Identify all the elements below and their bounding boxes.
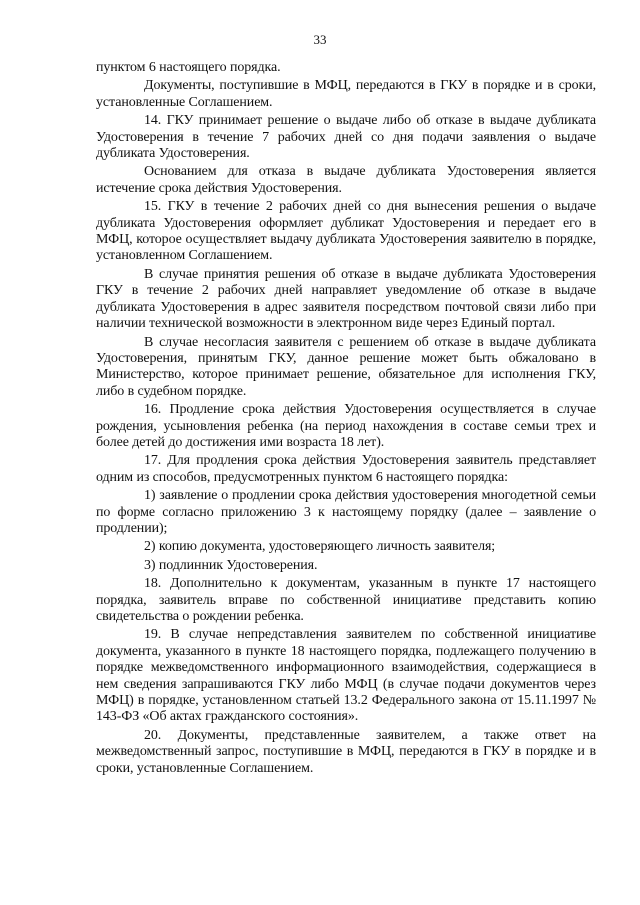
paragraph: 3) подлинник Удостоверения. — [144, 557, 318, 573]
paragraph: 18. Дополнительно к документам, указанным в пункте 17 настоящего порядка, заявитель вправе по собственной инициативе представить копию свидетельства о рождении ребенка. — [96, 576, 596, 624]
paragraph: В случае принятия решения об отказе в выдаче дубликата Удостоверения ГКУ в течение 2 рабочих дней направляет уведомление об отказе в выдаче дубликата Удостоверения в адрес заявителя посредством почтовой связи либо при наличии технической возможности в электронном виде через Единый портал. — [96, 266, 596, 332]
paragraph: 1) заявление о продлении срока действия удостоверения многодетной семьи по форме согласно приложению 3 к настоящему порядку (далее – заявление о продлении); — [96, 488, 596, 536]
paragraph: 20. Документы, представленные заявителем, а также ответ на межведомственный запрос, поступившие в МФЦ, передаются в ГКУ в порядке и в сроки, установленные Соглашением. — [96, 727, 596, 776]
paragraph: В случае несогласия заявителя с решением об отказе в выдаче дубликата Удостоверения, принятым ГКУ, данное решение может быть обжаловано в Министерство, которое принимает решение, обязательное для исполнения ГКУ, либо в судебном порядке. — [96, 334, 596, 399]
paragraph: Документы, поступившие в МФЦ, передаются в ГКУ в порядке и в сроки, установленные Соглашением. — [96, 78, 596, 110]
paragraph: 19. В случае непредставления заявителем по собственной инициативе документа, указанного в пункте 18 настоящего порядка, подлежащего получению в порядке межведомственного информационного взаимодействия, содержащиеся в нем сведения запрашиваются ГКУ либо МФЦ (в случае подачи документов через МФЦ) в порядке, установленном статьей 13.2 Федерального закона от 15.11.1997 № 143-ФЗ «Об актах гражданского состояния». — [96, 627, 596, 725]
paragraph: 17. Для продления срока действия Удостоверения заявитель представляет одним из способов, предусмотренных пунктом 6 настоящего порядка: — [96, 453, 596, 485]
document-body — [96, 60, 596, 777]
paragraph: 15. ГКУ в течение 2 рабочих дней со дня вынесения решения о выдаче дубликата Удостоверения оформляет дубликат Удостоверения и передает его в МФЦ, которое осуществляет выдачу дубликата Удостоверения заявителю в порядке, установленном Соглашением. — [96, 199, 596, 264]
paragraph: 16. Продление срока действия Удостоверения осуществляется в случае рождения, усыновления ребенка (на период нахождения в составе семьи трех и более детей до достижения ими возраста 18 лет). — [96, 402, 596, 450]
paragraph: Основанием для отказа в выдаче дубликата Удостоверения является истечение срока действия Удостоверения. — [96, 164, 596, 196]
page-number: 33 — [313, 32, 327, 47]
paragraph: 2) копию документа, удостоверяющего личность заявителя; — [144, 539, 496, 555]
paragraph: пунктом 6 настоящего порядка. — [96, 60, 281, 75]
paragraph: 14. ГКУ принимает решение о выдаче либо об отказе в выдаче дубликата Удостоверения в течение 7 рабочих дней со дня подачи заявления о выдаче дубликата Удостоверения. — [96, 113, 596, 162]
